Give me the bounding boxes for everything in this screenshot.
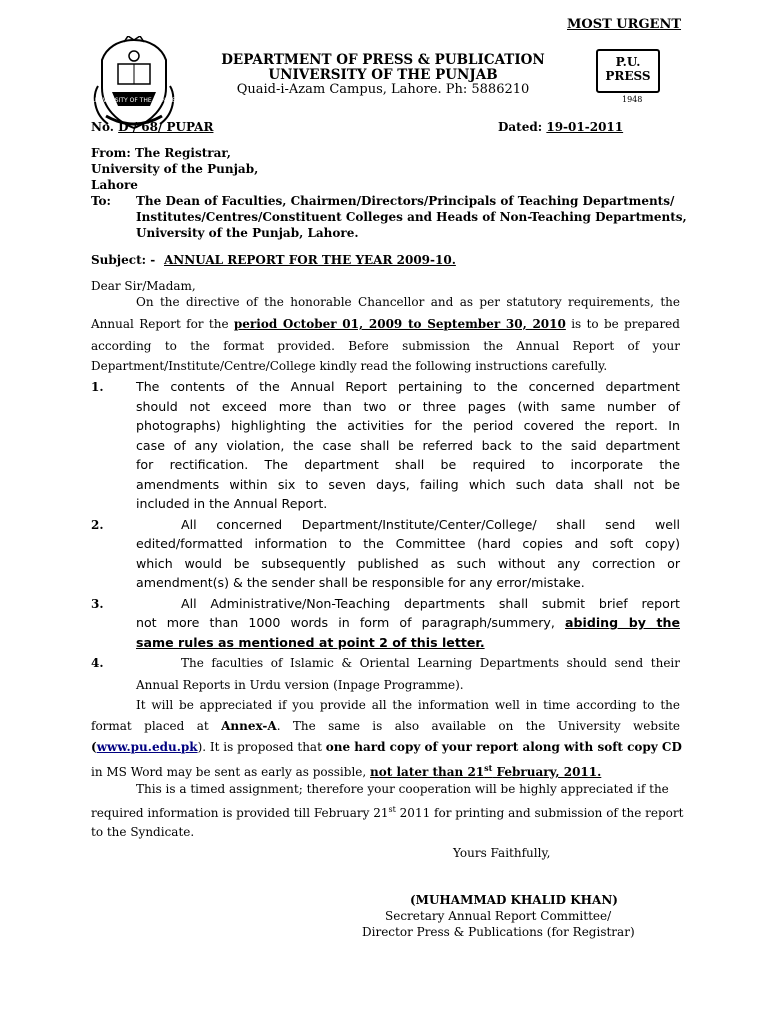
- closing2-line-2a: required information is provided till February 21: [91, 806, 389, 820]
- closing2-sup: st: [388, 805, 396, 814]
- item-1-line: photographs) highlighting the activities for the period covered the report. In: [136, 418, 680, 433]
- to-line-2: Institutes/Centres/Constituent Colleges and Heads of Non-Teaching Departments,: [136, 210, 687, 224]
- signer-name: (MUHAMMAD KHALID KHAN): [410, 893, 618, 907]
- website-link[interactable]: www.pu.edu.pk: [96, 740, 198, 754]
- item-4-line-1-text: The faculties of Islamic & Oriental Learning Departments should send their: [181, 656, 680, 670]
- closing1-line-3c: ). It is proposed that: [197, 740, 322, 754]
- urgent-label: MOST URGENT: [567, 17, 682, 32]
- crest-text: UNIVERSITY OF THE PUNJAB: [92, 97, 176, 104]
- press-line1: P.U.: [615, 55, 641, 69]
- intro-line-1-text: On the directive of the honorable Chancellor and as per statutory requirements, the: [136, 295, 680, 309]
- subject-label: Subject: -: [91, 253, 156, 267]
- closing1-line-2: [91, 719, 680, 733]
- reference-label: No.: [91, 120, 119, 134]
- closing1-line-2a: format placed at: [91, 719, 209, 733]
- closing2-line-2: [91, 803, 684, 820]
- press-year: 1948: [622, 95, 643, 104]
- item-3-line-2: [136, 615, 680, 630]
- closing1-line-1-text: It will be appreciated if you provide all the information well in time according to the: [136, 698, 680, 712]
- intro-line-3-text: according to the format provided. Before submission the Annual Report of your: [91, 339, 680, 353]
- item-1-line: case of any violation, the case shall be referred back to the said department: [136, 438, 680, 453]
- reference-value: D / 68/ PUPAR: [118, 120, 214, 134]
- signer-title-2: Director Press & Publications (for Registrar): [362, 925, 635, 939]
- from-line-1: From: The Registrar,: [91, 146, 231, 160]
- deadline: [370, 765, 601, 779]
- closing1-line-1: [136, 698, 680, 712]
- reporting-period: period October 01, 2009 to September 30, 2010: [233, 317, 566, 331]
- closing1-line-4: [91, 761, 680, 779]
- closing1-line-4a: in MS Word may be sent as early as possible,: [91, 765, 367, 779]
- item-2-line: edited/formatted information to the Committee (hard copies and soft copy): [136, 536, 680, 551]
- university-title: UNIVERSITY OF THE PUNJAB: [268, 67, 498, 83]
- department-title: DEPARTMENT OF PRESS & PUBLICATION: [221, 52, 545, 68]
- closing2-line-1: This is a timed assignment; therefore your cooperation will be highly appreciated if the: [136, 782, 669, 796]
- item-1-line: The contents of the Annual Report pertaining to the concerned department: [136, 379, 680, 394]
- item-1-line: amendments within six to seven days, failing which such data shall not be: [136, 477, 680, 492]
- deadline-sup: st: [484, 763, 493, 773]
- to-line-1: The Dean of Faculties, Chairmen/Directors/Principals of Teaching Departments/: [136, 194, 675, 208]
- intro-line-3: [91, 339, 680, 353]
- from-line-2: University of the Punjab,: [91, 162, 259, 176]
- closing1-paren-open: (: [91, 740, 97, 754]
- item-1-number: 1.: [91, 380, 104, 394]
- press-line2: PRESS: [605, 69, 651, 83]
- deadline-part-2: February, 2011.: [492, 765, 602, 779]
- intro-line-2: [91, 317, 680, 331]
- item-1-line: included in the Annual Report.: [136, 496, 328, 511]
- hard-copy-request: one hard copy of your report along with soft copy CD: [325, 740, 682, 754]
- to-line-3: University of the Punjab, Lahore.: [136, 226, 359, 240]
- signoff: Yours Faithfully,: [453, 846, 551, 860]
- item-2-number: 2.: [91, 518, 104, 532]
- item-3-line-1: All Administrative/Non-Teaching departments shall submit brief report: [181, 596, 680, 611]
- closing2-line-2b: 2011 for printing and submission of the report: [395, 806, 684, 820]
- subject-value: ANNUAL REPORT FOR THE YEAR 2009-10.: [164, 253, 456, 267]
- item-4-line-1: [181, 656, 680, 670]
- annex-label: Annex-A: [221, 719, 277, 733]
- item-4-line-2: Annual Reports in Urdu version (Inpage Programme).: [136, 678, 464, 692]
- item-1-line: should not exceed more than two or three pages (with same number of: [136, 399, 680, 414]
- item-3-line-2a: not more than 1000 words in form of paragraph/summery,: [136, 615, 555, 630]
- item-2-line: amendment(s) & the sender shall be responsible for any error/mistake.: [136, 575, 585, 590]
- item-2-line: which would be subsequently published as such without any correction or: [136, 556, 680, 571]
- salutation: Dear Sir/Madam,: [91, 279, 196, 293]
- item-3-number: 3.: [91, 597, 104, 611]
- to-label: To:: [91, 194, 111, 208]
- intro-line-4: Department/Institute/Centre/College kindly read the following instructions carefully.: [91, 359, 608, 373]
- from-line-3: Lahore: [91, 178, 138, 192]
- campus-address: Quaid-i-Azam Campus, Lahore. Ph: 5886210: [236, 82, 530, 97]
- closing1-line-2c: . The same is also available on the University website: [276, 719, 680, 733]
- item-2-line: All concerned Department/Institute/Center/College/ shall send well: [181, 517, 680, 532]
- intro-line-2a: Annual Report for the: [91, 317, 229, 331]
- closing2-line-3: to the Syndicate.: [91, 825, 195, 839]
- deadline-part-1: not later than 21: [370, 765, 485, 779]
- reference-number: [91, 120, 213, 134]
- item-3-line-3: same rules as mentioned at point 2 of this letter.: [136, 635, 485, 650]
- item-3-emphasis: abiding by the: [565, 615, 680, 630]
- intro-line-2c: is to be prepared: [571, 317, 680, 331]
- pu-press-logo: [596, 49, 660, 93]
- intro-line-1: [136, 295, 680, 309]
- date-value: 19-01-2011: [546, 120, 624, 134]
- date-label: Dated:: [498, 120, 547, 134]
- item-1-line: for rectification. The department shall be required to incorporate the: [136, 457, 680, 472]
- signer-title-1: Secretary Annual Report Committee/: [385, 909, 612, 923]
- item-4-number: 4.: [91, 656, 104, 670]
- letter-date: [498, 120, 623, 134]
- closing1-line-3: [91, 740, 680, 754]
